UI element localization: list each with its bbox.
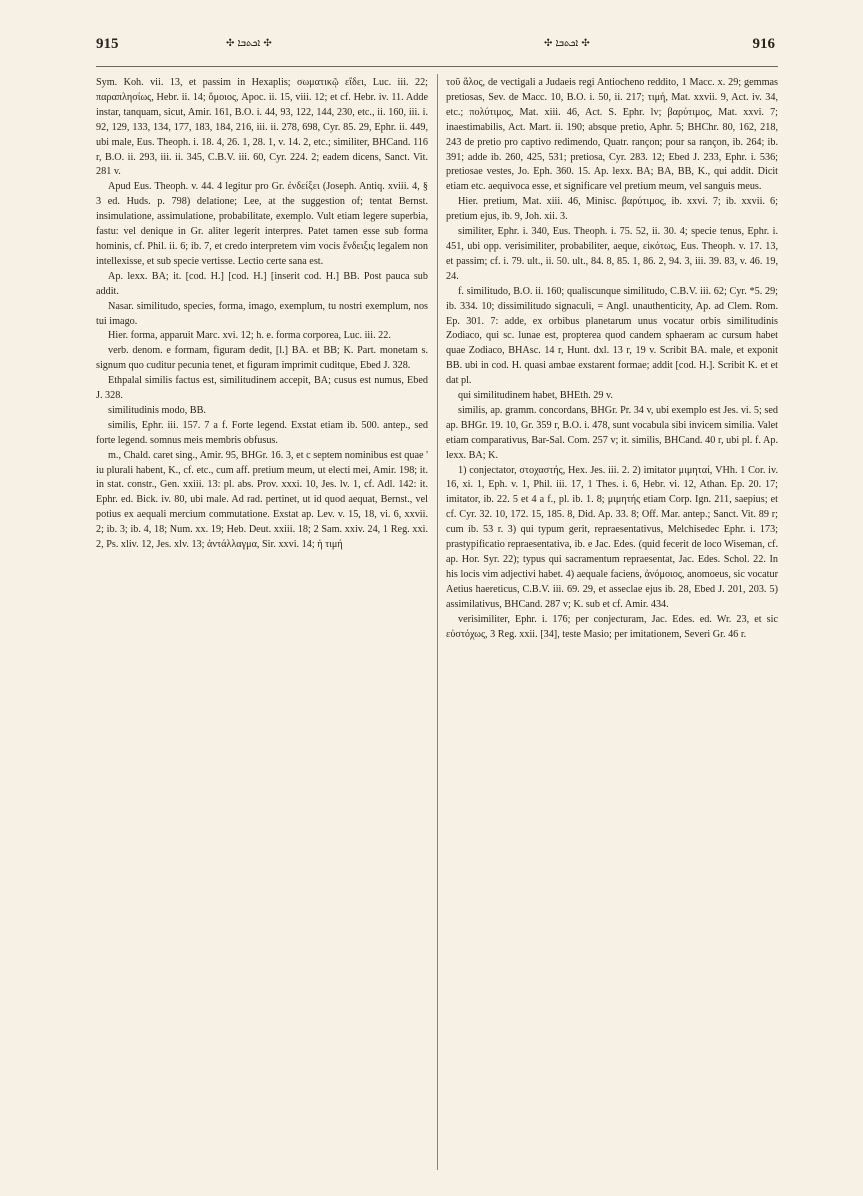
- left-column: [96, 76, 428, 1172]
- header-rule: [96, 66, 778, 67]
- entry-paragraph: similis, Ephr. iii. 157. 7 a f. Forte legend. Exstat etiam ib. 500. antep., sed forte legend. somnus meis membris obfusus.: [96, 419, 428, 446]
- entry-paragraph: similis, ap. gramm. concordans, BHGr. Pr. 34 v, ubi exemplo est Jes. vi. 5; sed ap. BHGr. 19. 10, Gr. 359 r, B.O. i. 478, sunt vocabula sibi invicem similia. Valet etiam comparativus, Bar-Sal. Com. 257 v; it. similis, BHCand. 40 r, ubi pl. f. Ap. lexx. BA; K.: [446, 404, 778, 461]
- right-running-title: ✣ ܐܟܬܒܐ ✣: [544, 38, 590, 49]
- entry-paragraph: similitudinis modo, BB.: [108, 404, 206, 416]
- entry-paragraph: Sym. Koh. vii. 13, et passim in Hexaplis; σωματικῷ εἴδει, Luc. iii. 22; παραπλησίως, Hebr. ii. 14; ὅμοιος, Apoc. ii. 15, viii. 12; et cf. Hebr. iv. 11. Adde instar, tanquam, sicut, Amir. 161, B.O. i. 44, 93, 122, 144, 230, etc., ii. 160, iii. i. 92, 129, 133, 134, 177, 183, 184, 216, iii. ii. 278, 698, Cyr. 85. 29, Ephr. ii. 449, ubi male, Eus. Theoph. i. 18. 4, 26. 1, 28. 1, v. 14. 2, etc.; similiter, BHCand. 116 r, B.O. ii. 293, iii. ii. 345, C.B.V. iii. 60, Cyr. 224. 2; eadem dicens, Sanct. Vit. 281 v.: [96, 77, 428, 178]
- entry-paragraph: τοῦ ἅλος, de vectigali a Judaeis regi Antiocheno reddito, 1 Macc. x. 29; gemmas pretiosas, Sev. de Macc. 10, B.O. i. 50, ii. 217; τιμή, Mat. xxvii. 9, Act. iv. 34, etc.; πολύτιμος, Mat. xiii. 46, Act. S. Ephr. lv; βαρύτιμος, Mat. xxvi. 7; inaestimabilis, Act. Mart. ii. 190; absque pretio, Aphr. 5; BHChr. 80, 162, 218, 243 de pretio pro captivo redimendo, Quatr. rançon; pour sa rançon, ib. 264; ib. 391; adde ib. 260, 425, 531; pretiosa, Cyr. 283. 12; Ebed J. 233, Ephr. i. 536; pretiosae vestes, Jo. Eph. 360. 15. Ap. lexx. BA; BA, BB, K., qui addit. Dicit etiam etc. aequivoca esse, et significare vel pretium meum, vel sanguis meus.: [446, 77, 778, 193]
- entry-paragraph: m., Chald. caret sing., Amir. 95, BHGr. 16. 3, et c septem nominibus est quae ' iu plurali habent, K., cf. etc., cum aff. pretium meum, ut electi mei, Amir. 198; it. in stat. constr., Gen. xxiii. 13: pl. abs. Prov. xxxi. 10, Jes. lv. 1, cf. Adl. 142: it. Ephr. ed. Bick. iv. 80, ubi male. Ad rad. pertinet, ut id quod aequat, Bernst., vel potius ex aequali mercium commutatione. Exstat ap. Lev. v. 15, 18, vi. 6, xxvii. 2; ib. 3; ib. 4, 18; Num. xx. 19; Heb. Deut. xxiii. 18; 2 Sam. xxiv. 24, 1 Reg. xxi. 2, Ps. xliv. 12, Jes. xlv. 13; ἀντάλλαγμα, Sir. xxvi. 14; ἡ τιμή: [96, 449, 428, 551]
- right-column: [446, 76, 778, 1172]
- page-header: [96, 34, 775, 60]
- left-page-number: 915: [96, 36, 119, 52]
- entry-paragraph: qui similitudinem habet, BHEth. 29 v.: [458, 390, 613, 402]
- entry-paragraph: 1) conjectator, στοχαστής, Hex. Jes. iii. 2. 2) imitator μιμηταί, VHh. 1 Cor. iv. 16, xi. 1, Eph. v. 1, Phil. iii. 17, 1 Thes. i. 6, Hebr. vi. 12, Athan. Ep. 20. 17; imitator, ib. 22. 5 et 4 a f., pl. ib. 1. 8; μιμητής etiam Corp. Ign. 211, saepius; et cf. Cyr. 32. 10, 172. 15, 185. 8, Did. Ap. 33. 8; Off. Mar. antep.; Sanct. Vit. 89 r; cum ib. 53 r. 3) qui typum gerit, repraesentativus, Melchisedec Ephr. i. 173; prastypificatio repraesentativa, ib. e Jac. Edes. (quid fecerit de loco Wiseman, cf. ap. Hor. Syr. 22); typus qui sacramentum repraesentat, Jac. Edes. Schol. 22. In his locis vim adjectivi habet. 4) aequale faciens, ἀνόμοιος, anomoeus, sic vocatur Aetius haereticus, C.B.V. iii. 69. 29, et asseclae ejus ib. 28, Ebed J. 201, 203. 5) assimilativus, BHCand. 287 v; K. sub et cf. Amir. 434.: [446, 464, 778, 610]
- entry-paragraph: Hier. forma, apparuit Marc. xvi. 12; h. e. forma corporea, Luc. iii. 22.: [108, 330, 391, 342]
- entry-paragraph: Hier. pretium, Mat. xiii. 46, Minisc. βαρύτιμος, ib. xxvi. 7; ib. xxvii. 6; pretium ejus, ib. 9, Joh. xii. 3.: [446, 196, 778, 223]
- entry-paragraph: similiter, Ephr. i. 340, Eus. Theoph. i. 75. 52, ii. 30. 4; specie tenus, Ephr. i. 451, ubi opp. verisimiliter, probabiliter, aeque, εἰκότως, Eus. Theoph. v. 17. 13, et passim; cf. i. 79. ult., ii. 50. ult., 84. 8, 85. 1, 86. 2, 94. 3, iii. 39. 83, v. 46. 19, 24.: [446, 226, 778, 282]
- right-page-number: 916: [752, 36, 775, 52]
- entry-paragraph: f. similitudo, B.O. ii. 160; qualiscunque similitudo, C.B.V. iii. 62; Cyr. *5. 29; ib. 334. 10; dissimilitudo signaculi, = Angl. unauthenticity, Ap. ad Clem. Rom. Ep. 301. 7: adde, ex orbibus planetarum unus vocatur orbis similitudinis Zodiaco, qui sc. lunae est, propterea quod candem sphaeram ac cursum habet quae Zodiaco, BHAsc. 14 r, Hunt. dxl. 13 r, 19 v. Scribit BA. male, et exponit BB. ubi in cod. H. quasi ambae exstarent formae; addit [cod. H.]. Scribit K. et et dat pl.: [446, 285, 778, 387]
- entry-paragraph: verisimiliter, Ephr. i. 176; per conjecturam, Jac. Edes. ed. Wr. 23, et sic εὐστόχως, 3 Reg. xxii. [34], teste Masio; per imitationem, Severi Gr. 46 r.: [446, 613, 778, 640]
- left-running-title: ✣ ܐܟܬܒܐ ✣: [226, 38, 272, 49]
- entry-paragraph: Ap. lexx. BA; it. [cod. H.] [cod. H.] [inserit cod. H.] BB. Post pauca sub addit.: [96, 270, 428, 297]
- entry-paragraph: Nasar. similitudo, species, forma, imago, exemplum, tu nostri exemplum, nos tui imago.: [96, 300, 428, 327]
- entry-paragraph: Ethpalal similis factus est, similitudinem accepit, BA; cusus est numus, Ebed J. 328.: [96, 375, 428, 402]
- entry-paragraph: Apud Eus. Theoph. v. 44. 4 legitur pro Gr. ἐνδείξει (Joseph. Antiq. xviii. 4, § 3 ed. Huds. p. 798) delatione; Lee, at the suggestion of; tentat Bernst. insimulatione, assimulatione, probabilitate, exemplo. Vult etiam legere superbia, fastu: vel denique in Gr. aliter legerit interpres. Patet tamen esse sub forma hominis, cf. Phil. ii. 6; ib. 7, et credo interpretem vim vocis ἔνδειξις legalem non intellexisse, et sub specie vertisse. Lectio certe sana est.: [96, 181, 428, 267]
- column-divider: [437, 74, 438, 1170]
- entry-paragraph: verb. denom. e formam, figuram dedit, [l.] BA. et BB; K. Part. monetam s. signum quo cuditur pecunia tenet, et figuram imprimit cuditque, Ebed J. 328.: [96, 345, 428, 372]
